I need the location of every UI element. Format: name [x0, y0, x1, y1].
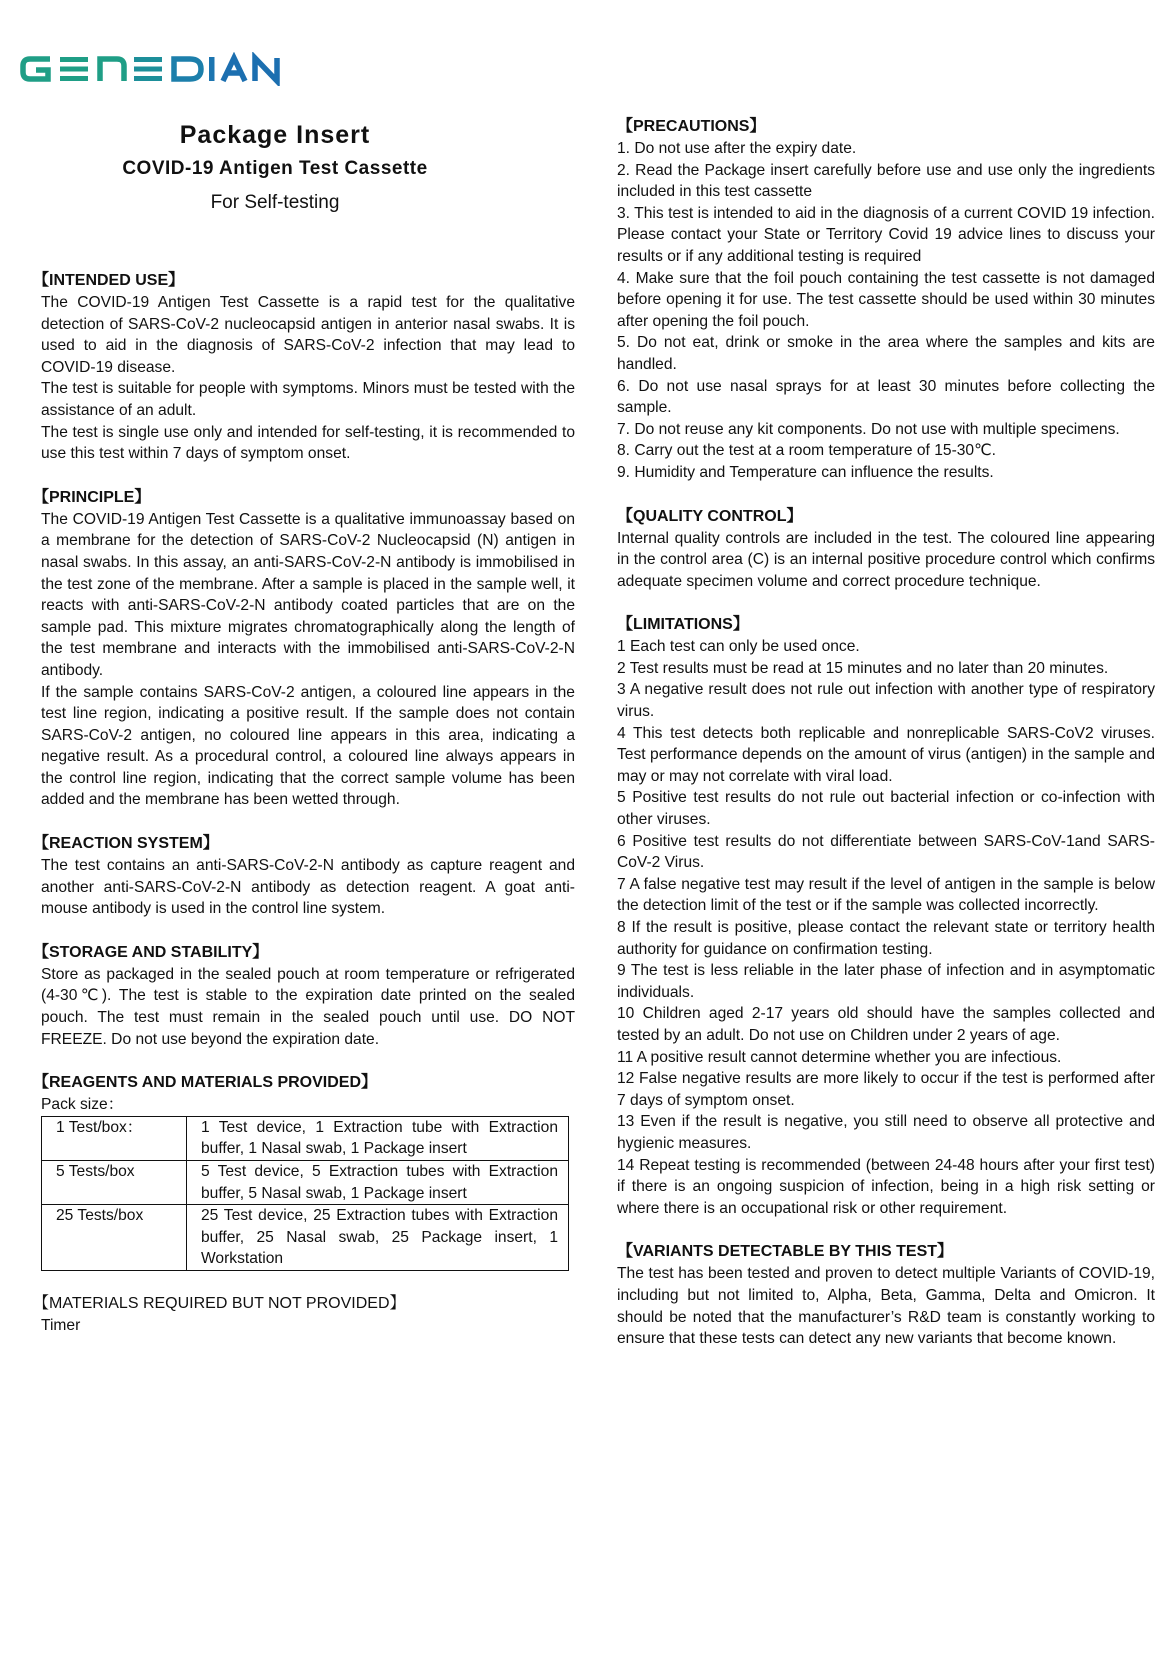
audience-label: For Self-testing — [210, 192, 340, 213]
list-item: 4 This test detects both replicable and nonreplicable SARS-CoV2 viruses. Test performance depends on the amount of virus (antigen) in the sample and may or may not correlate with viral load. — [617, 724, 1155, 785]
paragraph: The test is single use only and intended for self-testing, it is recommended to use this test within 7 days of symptom onset. — [41, 423, 575, 463]
list-item: 14 Repeat testing is recommended (between 24-48 hours after your first test) if there is an ongoing suspicion of infection, being in a high risk setting or where there is an occupational risk or other requirement. — [617, 1156, 1155, 1217]
list-item: 5. Do not eat, drink or smoke in the area where the samples and kits are handled. — [617, 334, 1155, 373]
pack-size-table — [41, 1116, 569, 1271]
section-heading: 【PRINCIPLE】 — [33, 488, 151, 506]
section-reagents — [33, 1072, 575, 1271]
list-item: 9 The test is less reliable in the later phase of infection and in asymptomatic individuals. — [617, 962, 1155, 1001]
document-title: Package Insert — [179, 121, 371, 149]
list-item: 2. Read the Package insert carefully before use and use only the ingredients included in this test cassette — [617, 161, 1155, 201]
list-item: 2 Test results must be read at 15 minutes and no later than 20 minutes. — [617, 659, 1109, 677]
section-precautions — [617, 116, 1155, 484]
section-storage — [33, 942, 575, 1050]
section-heading: 【INTENDED USE】 — [33, 272, 185, 289]
list-item: 7. Do not reuse any kit components. Do not use with multiple specimens. — [617, 420, 1120, 438]
list-item: 7 A false negative test may result if the level of antigen in the sample is below the detection limit of the test or if the sample was collected incorrectly. — [617, 875, 1155, 915]
section-heading: 【LIMITATIONS】 — [617, 616, 749, 634]
list-item: 3 A negative result does not rule out infection with another type of respiratory virus. — [617, 681, 1155, 721]
table-row — [42, 1161, 569, 1205]
pack-size-cell: 25 Tests/box — [42, 1205, 187, 1271]
section-materials-required — [33, 1293, 575, 1337]
pack-contents-cell: 1 Test device, 1 Extraction tube with Extraction buffer, 1 Nasal swab, 1 Package insert — [187, 1116, 569, 1160]
section-heading: 【REAGENTS AND MATERIALS PROVIDED】 — [33, 1074, 378, 1092]
paragraph: If the sample contains SARS-CoV-2 antigen, a coloured line appears in the test line region, indicating a positive result. If the sample does not contain SARS-CoV-2 antigen, no coloured line appears in this area, indicating a negative result. As a procedural control, a coloured line always appears in the control line region, indicating that the correct sample volume has been added and the membrane has been wetted through. — [41, 683, 575, 809]
section-heading: 【STORAGE AND STABILITY】 — [33, 943, 269, 961]
section-heading: 【VARIANTS DETECTABLE BY THIS TEST】 — [617, 1243, 954, 1261]
pack-size-cell: 1 Test/box： — [42, 1116, 187, 1160]
pack-contents-cell: 5 Test device, 5 Extraction tubes with Extraction buffer, 5 Nasal swab, 1 Package insert — [187, 1161, 569, 1205]
genedian-logo-icon — [20, 52, 295, 86]
section-reaction-system — [33, 833, 575, 920]
product-name: COVID-19 Antigen Test Cassette — [122, 158, 428, 179]
list-item: 10 Children aged 2-17 years old should have the samples collected and tested by an adult. Do not use on Children under 2 years of age. — [617, 1005, 1155, 1044]
list-item: 5 Positive test results do not rule out bacterial infection or co-infection with other viruses. — [617, 789, 1155, 829]
left-column — [33, 270, 575, 1359]
section-heading: 【QUALITY CONTROL】 — [617, 507, 803, 525]
section-quality-control — [617, 506, 1155, 593]
list-item: 11 A positive result cannot determine whether you are infectious. — [617, 1048, 1062, 1066]
paragraph: The test is suitable for people with symptoms. Minors must be tested with the assistance of an adult. — [41, 380, 575, 419]
list-item: 13 Even if the result is negative, you still need to observe all protective and hygienic measures. — [617, 1113, 1155, 1152]
table-row — [42, 1205, 569, 1271]
list-item: 8. Carry out the test at a room temperature of 15-30℃. — [617, 442, 996, 460]
pack-size-label: Pack size： — [41, 1096, 124, 1114]
list-item: 8 If the result is positive, please contact the relevant state or territory health authority for guidance on confirmation testing. — [617, 919, 1155, 958]
list-item: 4. Make sure that the foil pouch containing the test cassette is not damaged before opening it for use. The test cassette should be used within 30 minutes after opening the foil pouch. — [617, 269, 1155, 330]
section-heading: 【PRECAUTIONS】 — [617, 118, 766, 135]
list-item: 3. This test is intended to aid in the diagnosis of a current COVID 19 infection. Please contact your State or Territory Covid 19 advice lines to discuss your results or if any additional testing is required — [617, 204, 1155, 265]
list-item: 1 Each test can only be used once. — [617, 638, 860, 656]
table-row — [42, 1116, 569, 1160]
list-item: 6 Positive test results do not differentiate between SARS-CoV-1and SARS-CoV-2 Virus. — [617, 832, 1155, 872]
paragraph: The test contains an anti-SARS-CoV-2-N antibody as capture reagent and another anti-SARS-CoV-2-N antibody as detection reagent. A goat anti- mouse antibody is used in the control line system. — [41, 857, 575, 918]
list-item: 6. Do not use nasal sprays for at least 30 minutes before collecting the sample. — [617, 377, 1155, 417]
pack-size-cell: 5 Tests/box — [42, 1161, 187, 1205]
paragraph: The test has been tested and proven to detect multiple Variants of COVID-19, including but not limited to, Alpha, Beta, Gamma, Delta and Omicron. It should be noted that the manufacturer’s R&D team is constantly working to ensure that these tests can detect any new variants that become known. — [617, 1265, 1155, 1348]
brand-logo — [20, 52, 295, 86]
title-block — [40, 118, 510, 220]
right-column — [617, 116, 1155, 1372]
section-heading: 【REACTION SYSTEM】 — [33, 835, 219, 853]
paragraph: Internal quality controls are included in the test. The coloured line appearing in the control area (C) is an internal positive procedure control which confirms adequate specimen volume and correct procedure technique. — [617, 529, 1155, 590]
pack-contents-cell: 25 Test device, 25 Extraction tubes with Extraction buffer, 25 Nasal swab, 25 Package insert, 1 Workstation — [187, 1205, 569, 1271]
paragraph: Store as packaged in the sealed pouch at room temperature or refrigerated (4-30℃). The test is stable to the expiration date printed on the sealed pouch. The test must remain in the sealed pouch until use. DO NOT FREEZE. Do not use beyond the expiration date. — [41, 965, 575, 1048]
list-item: 12 False negative results are more likely to occur if the test is performed after 7 days of symptom onset. — [617, 1070, 1155, 1109]
list-item: Timer — [41, 1316, 81, 1334]
section-principle — [33, 487, 575, 811]
section-intended-use — [33, 270, 575, 465]
section-heading: 【MATERIALS REQUIRED BUT NOT PROVIDED】 — [33, 1294, 406, 1312]
paragraph: The COVID-19 Antigen Test Cassette is a qualitative immunoassay based on a membrane for the detection of SARS-CoV-2 Nucleocapsid (N) antigen in nasal swabs. In this assay, an anti-SARS-CoV-2-N antibody is immobilised in the test zone of the membrane. After a sample is placed in the sample well, it reacts with anti-SARS-CoV-2-N antibody coated particles that are on the sample pad. This mixture migrates chromatographically along the length of the test membrane and interacts with the immobilised anti-SARS-CoV-2-N antibody. — [41, 510, 575, 679]
list-item: 1. Do not use after the expiry date. — [617, 140, 857, 157]
section-limitations — [617, 614, 1155, 1219]
paragraph: The COVID-19 Antigen Test Cassette is a rapid test for the qualitative detection of SARS-CoV-2 nucleocapsid antigen in anterior nasal swabs. It is used to aid in the diagnosis of SARS-CoV-2 infection that may lead to COVID-19 disease. — [41, 294, 575, 376]
section-variants — [617, 1241, 1155, 1349]
list-item: 9. Humidity and Temperature can influence the results. — [617, 463, 994, 481]
